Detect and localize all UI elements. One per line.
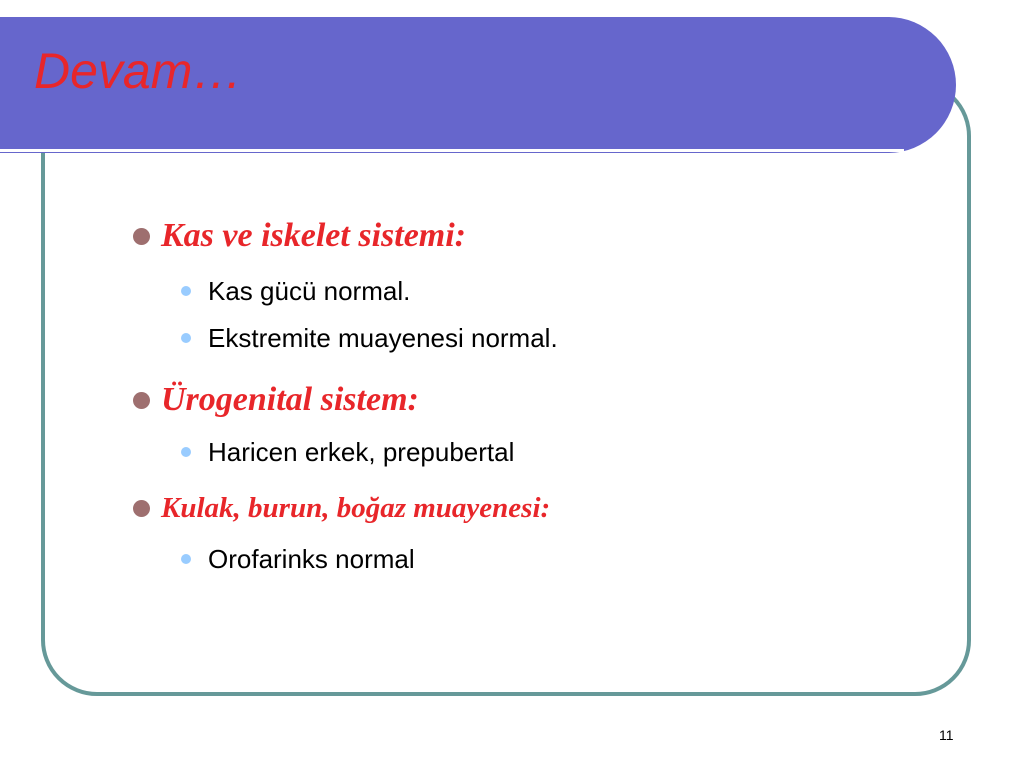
bullet-item-kas-iskelet	[133, 216, 466, 256]
sub-bullet-dot-icon	[181, 554, 191, 564]
sub-item-text: Haricen erkek, prepubertal	[208, 436, 515, 467]
page-number: 11	[939, 727, 954, 743]
bullet-dot-icon	[133, 500, 150, 517]
sub-item-text: Orofarinks normal	[208, 543, 415, 574]
sub-item-text: Kas gücü normal.	[208, 275, 411, 306]
sub-bullet-dot-icon	[181, 333, 191, 343]
bullet-dot-icon	[133, 228, 150, 245]
section-heading: Ürogenital sistem:	[161, 381, 419, 418]
section-heading: Kas ve iskelet sistemi:	[161, 217, 467, 254]
sub-bullet-item	[181, 543, 415, 575]
bullet-item-urogenital	[133, 380, 419, 420]
bullet-item-kbb	[133, 490, 550, 526]
sub-bullet-dot-icon	[181, 286, 191, 296]
bullet-dot-icon	[133, 392, 150, 409]
section-heading: Kulak, burun, boğaz muayenesi:	[161, 491, 551, 524]
sub-bullet-item	[181, 275, 410, 307]
sub-bullet-item	[181, 322, 558, 354]
sub-bullet-item	[181, 436, 514, 468]
sub-item-text: Ekstremite muayenesi normal.	[208, 322, 558, 353]
slide-title: Devam…	[34, 43, 243, 99]
sub-bullet-dot-icon	[181, 447, 191, 457]
